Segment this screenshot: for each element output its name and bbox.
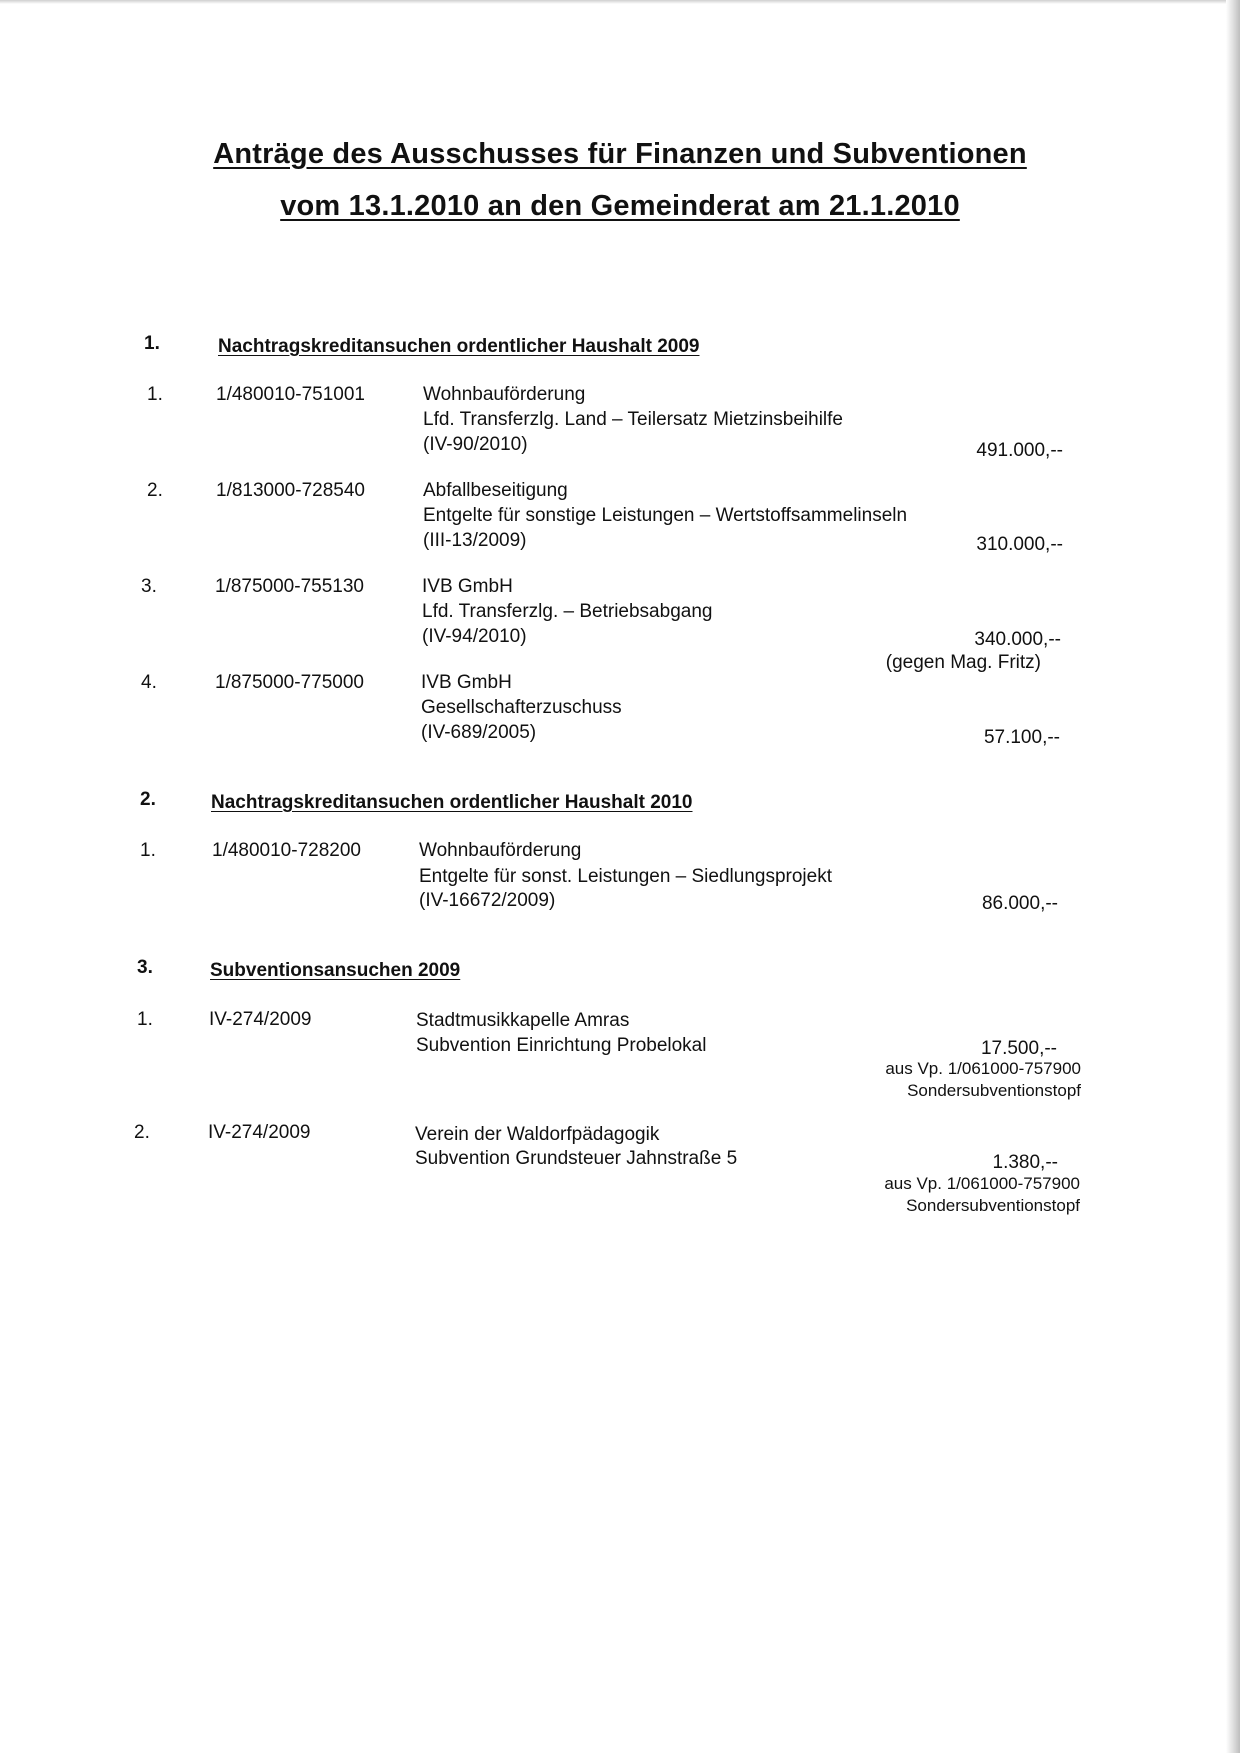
scan-right-edge bbox=[1226, 0, 1240, 1753]
item-reference: (IV-16672/2009) bbox=[419, 890, 556, 911]
item-reference: (IV-689/2005) bbox=[421, 722, 537, 743]
item-number: 1. bbox=[137, 1009, 153, 1030]
item-number: 3. bbox=[141, 576, 157, 597]
scan-top-edge bbox=[0, 0, 1240, 4]
item-amount: 57.100,-- bbox=[983, 727, 1060, 748]
item-note: (gegen Mag. Fritz) bbox=[885, 652, 1041, 673]
item-description-line: Entgelte für sonst. Leistungen – Siedlungsprojekt bbox=[419, 866, 832, 887]
item-number: 2. bbox=[134, 1122, 150, 1143]
item-amount: 17.500,-- bbox=[980, 1038, 1057, 1059]
item-reference-code: IV-274/2009 bbox=[208, 1122, 311, 1143]
item-budget-source: aus Vp. 1/061000-757900 bbox=[884, 1174, 1080, 1193]
item-amount: 491.000,-- bbox=[976, 440, 1063, 461]
item-reference: (III-13/2009) bbox=[423, 530, 527, 551]
item-fund-name: Sondersubventionstopf bbox=[906, 1196, 1080, 1215]
section-1-title: Nachtragskreditansuchen ordentlicher Haushalt 2009 bbox=[218, 336, 700, 357]
item-description-line: IVB GmbH bbox=[422, 576, 513, 597]
item-number: 1. bbox=[147, 384, 163, 405]
item-description-line: Wohnbauförderung bbox=[423, 384, 586, 405]
item-description-line: Subvention Grundsteuer Jahnstraße 5 bbox=[415, 1148, 738, 1169]
item-number: 2. bbox=[147, 480, 163, 501]
section-3-number: 3. bbox=[137, 957, 153, 978]
section-2-title: Nachtragskreditansuchen ordentlicher Haushalt 2010 bbox=[211, 792, 693, 813]
document-title-line-1: Anträge des Ausschusses für Finanzen und Subventionen bbox=[213, 138, 1027, 170]
item-description-line: Wohnbauförderung bbox=[419, 840, 582, 861]
item-reference-code: IV-274/2009 bbox=[209, 1009, 312, 1030]
item-reference: (IV-94/2010) bbox=[422, 626, 527, 647]
item-description-line: Lfd. Transferzlg. – Betriebsabgang bbox=[422, 601, 713, 622]
item-description-line: Lfd. Transferzlg. Land – Teilersatz Mietzinsbeihilfe bbox=[423, 409, 843, 430]
section-2-number: 2. bbox=[140, 789, 156, 810]
item-description-line: Verein der Waldorfpädagogik bbox=[415, 1124, 660, 1145]
item-account-code: 1/875000-775000 bbox=[215, 672, 364, 693]
item-amount: 310.000,-- bbox=[976, 534, 1063, 555]
item-amount: 340.000,-- bbox=[974, 629, 1061, 650]
item-account-code: 1/480010-728200 bbox=[212, 840, 361, 861]
item-description-line: Subvention Einrichtung Probelokal bbox=[416, 1035, 707, 1056]
item-description-line: Stadtmusikkapelle Amras bbox=[416, 1010, 630, 1031]
item-amount: 1.380,-- bbox=[992, 1152, 1058, 1173]
item-number: 1. bbox=[140, 840, 156, 861]
item-reference: (IV-90/2010) bbox=[423, 434, 528, 455]
item-budget-source: aus Vp. 1/061000-757900 bbox=[885, 1059, 1081, 1078]
item-fund-name: Sondersubventionstopf bbox=[907, 1081, 1081, 1100]
item-amount: 86.000,-- bbox=[981, 893, 1058, 914]
section-1-number: 1. bbox=[144, 333, 160, 354]
item-account-code: 1/875000-755130 bbox=[215, 576, 364, 597]
item-description-line: Abfallbeseitigung bbox=[423, 480, 568, 501]
item-description-line: Entgelte für sonstige Leistungen – Wertstoffsammelinseln bbox=[423, 505, 908, 526]
item-description-line: IVB GmbH bbox=[421, 672, 512, 693]
section-3-title: Subventionsansuchen 2009 bbox=[210, 960, 461, 981]
document-title-line-2: vom 13.1.2010 an den Gemeinderat am 21.1.2010 bbox=[280, 190, 960, 222]
item-description-line: Gesellschafterzuschuss bbox=[421, 697, 622, 718]
item-number: 4. bbox=[141, 672, 157, 693]
item-account-code: 1/480010-751001 bbox=[216, 384, 365, 405]
item-account-code: 1/813000-728540 bbox=[216, 480, 365, 501]
